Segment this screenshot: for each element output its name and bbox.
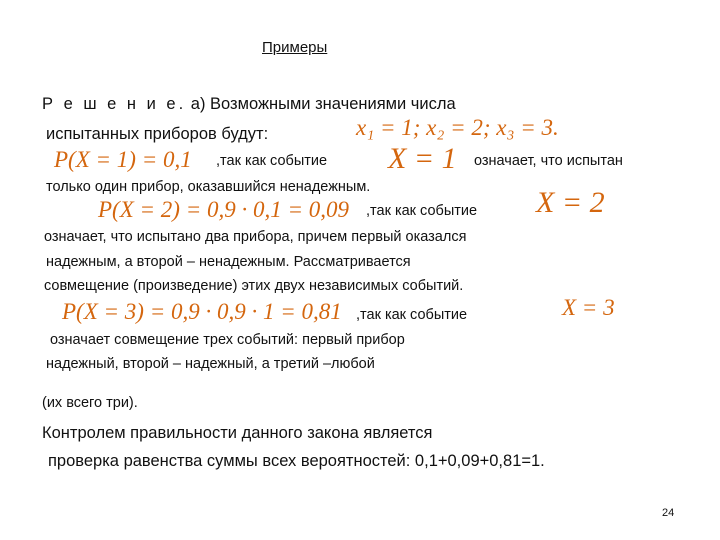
- page-number: 24: [662, 507, 675, 519]
- solution-label: Р е ш е н и е.: [42, 95, 187, 113]
- solution-line-12: (их всего три).: [42, 395, 138, 411]
- possible-values-formula: x₁ = 1; x₂ = 2; x₃ = 3.: [356, 115, 559, 140]
- since-event-text-3: ,так как событие: [356, 307, 468, 323]
- solution-line-10: означает совмещение трех событий: первый прибор: [50, 332, 405, 348]
- event-x3-formula: X = 3: [562, 295, 615, 320]
- solution-line-8: совмещение (произведение) этих двух независимых событий.: [44, 278, 464, 294]
- solution-intro: а) Возможными значениями числа: [190, 95, 456, 113]
- since-event-text-2: ,так как событие: [366, 203, 478, 219]
- conclusion-line-1: Контролем правильности данного закона является: [42, 424, 433, 442]
- event-x1-formula: X = 1: [388, 142, 457, 175]
- solution-line-4: только один прибор, оказавшийся ненадежным.: [46, 179, 371, 195]
- solution-line-7: надежным, а второй – ненадежным. Рассматривается: [46, 254, 411, 270]
- event-x2-formula: X = 2: [536, 186, 605, 219]
- since-event-text-1: ,так как событие: [216, 153, 328, 169]
- slide-title: Примеры: [262, 39, 328, 56]
- solution-line-1: [42, 96, 456, 113]
- probability-x1-formula: P(X = 1) = 0,1: [54, 147, 192, 172]
- solution-line-6: означает, что испытано два прибора, причем первый оказался: [44, 229, 467, 245]
- solution-line-11: надежный, второй – надежный, а третий –любой: [46, 356, 375, 372]
- means-tested-text: означает, что испытан: [474, 153, 623, 169]
- probability-x2-formula: P(X = 2) = 0,9 · 0,1 = 0,09: [98, 197, 349, 222]
- conclusion-line-2: проверка равенства суммы всех вероятностей: 0,1+0,09+0,81=1.: [48, 452, 545, 470]
- solution-line-2: испытанных приборов будут:: [46, 125, 269, 143]
- probability-x3-formula: P(X = 3) = 0,9 · 0,9 · 1 = 0,81: [62, 299, 342, 324]
